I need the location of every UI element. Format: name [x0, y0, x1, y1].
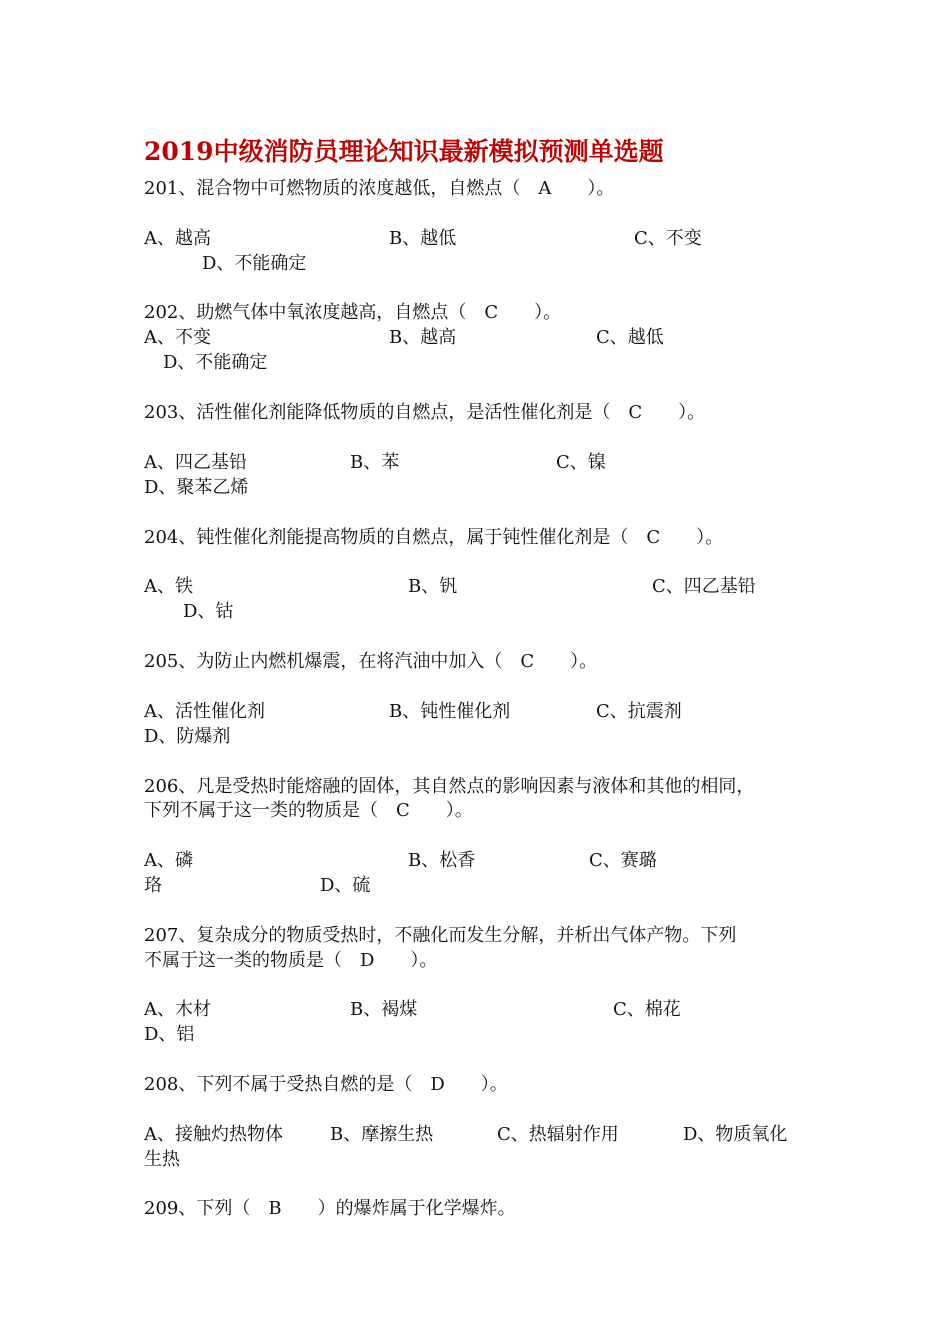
- option-201-b: B、越低: [389, 228, 457, 249]
- option-202-a: A、不变: [144, 327, 211, 348]
- option-207-c: C、棉花: [613, 999, 681, 1020]
- option-206-a: A、磷: [144, 850, 193, 871]
- option-203-a: A、四乙基铅: [144, 452, 247, 473]
- option-208-a: A、接触灼热物体: [144, 1124, 283, 1145]
- question-203: 203、活性催化剂能降低物质的自燃点，是活性催化剂是（ C ）。: [144, 402, 706, 423]
- option-205-a: A、活性催化剂: [144, 701, 265, 722]
- option-201-c: C、不变: [634, 228, 702, 249]
- option-202-d: D、不能确定: [163, 352, 268, 373]
- question-207: 207、复杂成分的物质受热时，不融化而发生分解，并析出气体产物。下列: [144, 925, 737, 946]
- question-206: 206、凡是受热时能熔融的固体，其自然点的影响因素与液体和其他的相同，: [144, 776, 755, 797]
- option-208-b: B、摩擦生热: [330, 1124, 434, 1145]
- option-208-d: D、物质氧化: [683, 1124, 788, 1145]
- option-208-c: C、热辐射作用: [497, 1124, 619, 1145]
- option-205-c: C、抗震剂: [596, 701, 682, 722]
- question-205: 205、为防止内燃机爆震，在将汽油中加入（ C ）。: [144, 651, 598, 672]
- option-206-c-cont: 珞: [144, 875, 162, 896]
- option-207-a: A、木材: [144, 999, 211, 1020]
- option-202-c: C、越低: [596, 327, 664, 348]
- option-206-d: D、硫: [320, 875, 371, 896]
- option-207-b: B、褐煤: [350, 999, 418, 1020]
- option-207-d: D、铝: [144, 1024, 195, 1045]
- option-205-d: D、防爆剂: [144, 726, 231, 747]
- question-201: 201、混合物中可燃物质的浓度越低，自燃点（ A ）。: [144, 178, 615, 199]
- option-203-c: C、镍: [556, 452, 606, 473]
- option-204-a: A、铁: [144, 576, 193, 597]
- option-204-c: C、四乙基铅: [652, 576, 756, 597]
- question-208: 208、下列不属于受热自燃的是（ D ）。: [144, 1074, 508, 1095]
- option-208-d-cont: 生热: [144, 1149, 180, 1170]
- option-206-b: B、松香: [408, 850, 476, 871]
- option-204-b: B、钒: [408, 576, 458, 597]
- question-202: 202、助燃气体中氧浓度越高，自燃点（ C ）。: [144, 302, 562, 323]
- option-205-b: B、钝性催化剂: [389, 701, 511, 722]
- option-204-d: D、钴: [183, 601, 234, 622]
- question-204: 204、钝性催化剂能提高物质的自燃点，属于钝性催化剂是（ C ）。: [144, 527, 724, 548]
- question-209: 209、下列（ B ）的爆炸属于化学爆炸。: [144, 1198, 516, 1219]
- option-202-b: B、越高: [389, 327, 457, 348]
- option-203-b: B、苯: [350, 452, 400, 473]
- option-201-a: A、越高: [144, 228, 211, 249]
- question-207-cont: 不属于这一类的物质是（ D ）。: [144, 950, 438, 971]
- option-201-d: D、不能确定: [202, 253, 307, 274]
- question-206-cont: 下列不属于这一类的物质是（ C ）。: [144, 800, 473, 821]
- document-title: 2019中级消防员理论知识最新模拟预测单选题: [144, 137, 664, 166]
- option-203-d: D、聚苯乙烯: [144, 477, 249, 498]
- option-206-c: C、赛璐: [589, 850, 657, 871]
